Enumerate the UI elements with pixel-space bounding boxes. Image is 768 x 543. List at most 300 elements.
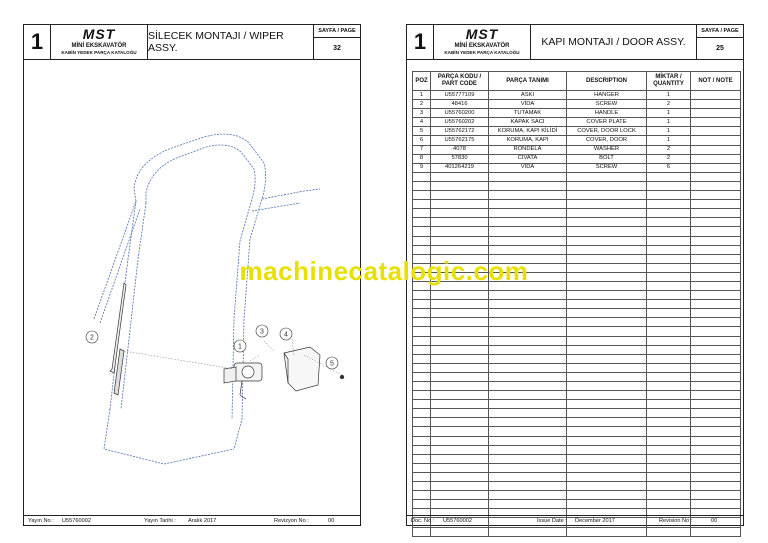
row-poz xyxy=(413,354,431,363)
brand-block xyxy=(434,25,531,59)
empty-table-row xyxy=(413,336,741,345)
row-quantity xyxy=(647,491,691,500)
row-quantity: 2 xyxy=(647,145,691,154)
page-title: KAPI MONTAJI / DOOR ASSY. xyxy=(531,25,697,59)
row-quantity xyxy=(647,318,691,327)
empty-table-row xyxy=(413,300,741,309)
footer-date-label: Yayın Tarihi : xyxy=(144,517,176,524)
row-part-name xyxy=(489,472,567,481)
row-part-code xyxy=(431,327,489,336)
empty-table-row xyxy=(413,209,741,218)
empty-table-row xyxy=(413,291,741,300)
row-part-name: TUTAMAK xyxy=(489,109,567,118)
empty-table-row xyxy=(413,500,741,509)
row-description: COVER PLATE xyxy=(567,118,647,127)
section-number: 1 xyxy=(24,25,51,59)
row-poz xyxy=(413,227,431,236)
row-note xyxy=(691,336,741,345)
empty-table-row xyxy=(413,418,741,427)
row-description xyxy=(567,336,647,345)
row-quantity xyxy=(647,391,691,400)
callout-5: 5 xyxy=(330,360,334,368)
row-part-name xyxy=(489,436,567,445)
row-description xyxy=(567,245,647,254)
col-quantity: MİKTAR / QUANTITY xyxy=(647,72,691,91)
row-part-name xyxy=(489,191,567,200)
row-description: WASHER xyxy=(567,145,647,154)
row-note xyxy=(691,91,741,100)
brand-line2: KABİN YEDEK PARÇA KATALOĞU xyxy=(444,50,520,55)
row-description xyxy=(567,372,647,381)
row-poz xyxy=(413,291,431,300)
row-part-code xyxy=(431,336,489,345)
row-part-code xyxy=(431,454,489,463)
row-poz xyxy=(413,436,431,445)
row-quantity xyxy=(647,218,691,227)
col-part-code: PARÇA KODU / PART CODE xyxy=(431,72,489,91)
row-note xyxy=(691,318,741,327)
footer-date-label: Issue Date : xyxy=(537,517,567,524)
empty-table-row xyxy=(413,218,741,227)
row-part-name xyxy=(489,382,567,391)
row-part-code: U55777109 xyxy=(431,91,489,100)
empty-table-row xyxy=(413,491,741,500)
table-row xyxy=(413,127,741,136)
page-title: SİLECEK MONTAJI / WIPER ASSY. xyxy=(148,25,314,59)
row-poz: 8 xyxy=(413,154,431,163)
page-header xyxy=(407,25,743,60)
row-note xyxy=(691,463,741,472)
col-description: DESCRIPTION xyxy=(567,72,647,91)
row-note xyxy=(691,400,741,409)
row-part-name: KORUMA, KAPI KİLİDİ xyxy=(489,127,567,136)
row-part-name xyxy=(489,236,567,245)
row-note xyxy=(691,136,741,145)
row-poz xyxy=(413,236,431,245)
row-poz xyxy=(413,391,431,400)
row-part-name xyxy=(489,300,567,309)
table-row xyxy=(413,109,741,118)
row-description xyxy=(567,209,647,218)
row-description xyxy=(567,463,647,472)
row-part-name xyxy=(489,218,567,227)
row-part-code: 401264219 xyxy=(431,163,489,172)
row-poz xyxy=(413,318,431,327)
row-note xyxy=(691,418,741,427)
row-part-code xyxy=(431,227,489,236)
row-description xyxy=(567,445,647,454)
row-poz xyxy=(413,463,431,472)
page-footer xyxy=(24,515,360,525)
row-part-code xyxy=(431,463,489,472)
row-part-code: 57830 xyxy=(431,154,489,163)
empty-table-row xyxy=(413,327,741,336)
row-quantity xyxy=(647,436,691,445)
row-poz xyxy=(413,454,431,463)
cab-door-edge xyxy=(262,189,320,199)
leader-line-2 xyxy=(124,351,234,369)
row-poz: 9 xyxy=(413,163,431,172)
row-note xyxy=(691,436,741,445)
row-part-code: 4078 xyxy=(431,145,489,154)
row-description xyxy=(567,300,647,309)
row-description: BOLT xyxy=(567,154,647,163)
row-quantity xyxy=(647,227,691,236)
row-quantity xyxy=(647,300,691,309)
row-description xyxy=(567,363,647,372)
empty-table-row xyxy=(413,463,741,472)
row-part-name xyxy=(489,327,567,336)
row-description xyxy=(567,409,647,418)
brand-line1: MİNİ EKSKAVATÖR xyxy=(71,43,127,49)
row-part-name xyxy=(489,372,567,381)
wiper-assembly-drawing xyxy=(74,119,364,469)
leader-line-5 xyxy=(264,341,274,351)
row-part-code xyxy=(431,181,489,190)
row-quantity xyxy=(647,500,691,509)
row-quantity xyxy=(647,181,691,190)
row-part-code xyxy=(431,436,489,445)
row-quantity xyxy=(647,382,691,391)
row-description xyxy=(567,172,647,181)
row-description xyxy=(567,318,647,327)
footer-rev-label: Revision No : xyxy=(659,517,693,524)
row-part-code xyxy=(431,491,489,500)
row-description xyxy=(567,472,647,481)
row-description: HANGER xyxy=(567,91,647,100)
row-description xyxy=(567,491,647,500)
row-quantity xyxy=(647,245,691,254)
footer-doc-value: U55760002 xyxy=(62,517,91,524)
col-note: NOT / NOTE xyxy=(691,72,741,91)
row-description xyxy=(567,191,647,200)
row-part-code xyxy=(431,372,489,381)
row-quantity xyxy=(647,309,691,318)
row-poz xyxy=(413,245,431,254)
row-part-name: KORUMA, KAPI xyxy=(489,136,567,145)
row-part-name xyxy=(489,227,567,236)
row-poz xyxy=(413,218,431,227)
row-description xyxy=(567,291,647,300)
row-poz xyxy=(413,191,431,200)
empty-table-row xyxy=(413,527,741,536)
row-note xyxy=(691,181,741,190)
row-description: COVER, DOOR LOCK xyxy=(567,127,647,136)
row-part-code xyxy=(431,445,489,454)
row-part-name: CIVATA xyxy=(489,154,567,163)
row-part-name xyxy=(489,527,567,536)
row-part-code xyxy=(431,382,489,391)
row-quantity xyxy=(647,454,691,463)
row-note xyxy=(691,491,741,500)
row-quantity: 2 xyxy=(647,100,691,109)
row-note xyxy=(691,154,741,163)
leader-line-1 xyxy=(250,355,260,361)
row-part-code: U55760202 xyxy=(431,118,489,127)
row-note xyxy=(691,445,741,454)
row-part-name xyxy=(489,482,567,491)
row-note xyxy=(691,145,741,154)
row-part-name xyxy=(489,336,567,345)
row-poz xyxy=(413,372,431,381)
row-poz xyxy=(413,172,431,181)
row-part-name xyxy=(489,400,567,409)
row-note xyxy=(691,300,741,309)
page-header xyxy=(24,25,360,60)
row-quantity xyxy=(647,172,691,181)
empty-table-row xyxy=(413,345,741,354)
row-note xyxy=(691,500,741,509)
table-row xyxy=(413,163,741,172)
row-poz xyxy=(413,382,431,391)
table-row xyxy=(413,136,741,145)
row-part-name xyxy=(489,491,567,500)
row-part-code: 48416 xyxy=(431,100,489,109)
wiper-blade xyxy=(110,283,126,373)
row-part-code xyxy=(431,218,489,227)
row-poz xyxy=(413,400,431,409)
row-part-name xyxy=(489,181,567,190)
row-description xyxy=(567,309,647,318)
row-description: COVER, DOOR xyxy=(567,136,647,145)
row-part-code: U55760200 xyxy=(431,109,489,118)
row-quantity xyxy=(647,372,691,381)
row-part-code xyxy=(431,200,489,209)
row-note xyxy=(691,454,741,463)
row-quantity xyxy=(647,463,691,472)
row-poz xyxy=(413,309,431,318)
empty-table-row xyxy=(413,354,741,363)
row-poz: 4 xyxy=(413,118,431,127)
row-note xyxy=(691,109,741,118)
fastener xyxy=(340,375,344,379)
brand-line1: MİNİ EKSKAVATÖR xyxy=(454,43,510,49)
row-poz xyxy=(413,345,431,354)
empty-table-row xyxy=(413,181,741,190)
wiper-motor-hub xyxy=(242,366,254,378)
row-part-code xyxy=(431,345,489,354)
row-quantity: 1 xyxy=(647,118,691,127)
row-note xyxy=(691,372,741,381)
footer-date-value: December 2017 xyxy=(575,517,615,524)
callout-1: 1 xyxy=(238,343,242,351)
motor-cover xyxy=(284,347,320,391)
row-part-name: VİDA xyxy=(489,100,567,109)
brand-logo: MST xyxy=(465,26,499,42)
row-quantity: 1 xyxy=(647,127,691,136)
empty-table-row xyxy=(413,236,741,245)
row-description xyxy=(567,454,647,463)
row-quantity xyxy=(647,427,691,436)
row-part-code xyxy=(431,245,489,254)
row-poz xyxy=(413,327,431,336)
row-quantity xyxy=(647,291,691,300)
row-part-name xyxy=(489,427,567,436)
section-number: 1 xyxy=(407,25,434,59)
row-description: SCREW xyxy=(567,163,647,172)
row-quantity xyxy=(647,191,691,200)
footer-doc-label: Yayın No : xyxy=(28,517,54,524)
row-note xyxy=(691,191,741,200)
row-description xyxy=(567,227,647,236)
row-part-code xyxy=(431,300,489,309)
row-part-code: U55762175 xyxy=(431,136,489,145)
empty-table-row xyxy=(413,409,741,418)
row-note xyxy=(691,409,741,418)
callout-3: 3 xyxy=(260,328,264,336)
row-part-name: RONDELA xyxy=(489,145,567,154)
row-note xyxy=(691,527,741,536)
row-part-name: ASKI xyxy=(489,91,567,100)
empty-table-row xyxy=(413,436,741,445)
row-part-name xyxy=(489,500,567,509)
row-part-name xyxy=(489,172,567,181)
row-part-code xyxy=(431,500,489,509)
empty-table-row xyxy=(413,400,741,409)
row-note xyxy=(691,209,741,218)
cab-post-left-inner xyxy=(121,203,146,409)
row-poz xyxy=(413,418,431,427)
row-poz: 1 xyxy=(413,91,431,100)
row-poz: 3 xyxy=(413,109,431,118)
table-row xyxy=(413,145,741,154)
parts-table xyxy=(412,71,741,537)
row-poz xyxy=(413,181,431,190)
row-note xyxy=(691,118,741,127)
empty-table-row xyxy=(413,372,741,381)
row-poz: 6 xyxy=(413,136,431,145)
row-note xyxy=(691,291,741,300)
row-note xyxy=(691,309,741,318)
empty-table-row xyxy=(413,382,741,391)
row-note xyxy=(691,227,741,236)
row-part-code: U55762172 xyxy=(431,127,489,136)
row-description xyxy=(567,181,647,190)
empty-table-row xyxy=(413,363,741,372)
row-part-name xyxy=(489,363,567,372)
row-part-name xyxy=(489,454,567,463)
row-quantity: 2 xyxy=(647,154,691,163)
row-quantity xyxy=(647,209,691,218)
page-number: 32 xyxy=(333,45,341,52)
row-description xyxy=(567,391,647,400)
empty-table-row xyxy=(413,445,741,454)
row-note xyxy=(691,245,741,254)
empty-table-row xyxy=(413,482,741,491)
empty-table-row xyxy=(413,391,741,400)
table-row xyxy=(413,154,741,163)
row-part-code xyxy=(431,309,489,318)
empty-table-row xyxy=(413,427,741,436)
row-poz xyxy=(413,336,431,345)
row-part-name xyxy=(489,291,567,300)
row-poz xyxy=(413,363,431,372)
empty-table-row xyxy=(413,172,741,181)
row-part-name xyxy=(489,418,567,427)
row-note xyxy=(691,391,741,400)
table-row xyxy=(413,118,741,127)
row-quantity xyxy=(647,363,691,372)
row-quantity xyxy=(647,400,691,409)
row-quantity xyxy=(647,445,691,454)
footer-doc-value: U55760002 xyxy=(443,517,472,524)
row-note xyxy=(691,200,741,209)
row-poz xyxy=(413,527,431,536)
row-note xyxy=(691,100,741,109)
empty-table-row xyxy=(413,191,741,200)
row-note xyxy=(691,482,741,491)
footer-doc-label: Doc. No : xyxy=(411,517,435,524)
row-part-name xyxy=(489,245,567,254)
callout-4: 4 xyxy=(284,331,288,339)
row-poz xyxy=(413,445,431,454)
row-quantity xyxy=(647,200,691,209)
row-description xyxy=(567,500,647,509)
page-label: SAYFA / PAGE xyxy=(314,25,360,38)
row-description xyxy=(567,236,647,245)
row-quantity: 1 xyxy=(647,109,691,118)
page-number: 25 xyxy=(716,45,724,52)
table-row xyxy=(413,91,741,100)
row-quantity xyxy=(647,354,691,363)
row-part-code xyxy=(431,291,489,300)
row-part-code xyxy=(431,482,489,491)
row-poz xyxy=(413,491,431,500)
row-description xyxy=(567,354,647,363)
row-part-name xyxy=(489,463,567,472)
row-part-name xyxy=(489,209,567,218)
footer-rev-value: 00 xyxy=(328,517,335,524)
row-quantity xyxy=(647,345,691,354)
footer-date-value: Aralık 2017 xyxy=(188,517,217,524)
row-quantity: 1 xyxy=(647,91,691,100)
empty-table-row xyxy=(413,309,741,318)
row-note xyxy=(691,345,741,354)
row-note xyxy=(691,236,741,245)
page-label: SAYFA / PAGE xyxy=(697,25,743,38)
row-description xyxy=(567,400,647,409)
brand-block xyxy=(51,25,148,59)
row-poz xyxy=(413,200,431,209)
row-part-code xyxy=(431,400,489,409)
row-quantity xyxy=(647,236,691,245)
row-note xyxy=(691,472,741,481)
row-part-name xyxy=(489,391,567,400)
row-note xyxy=(691,427,741,436)
row-quantity xyxy=(647,336,691,345)
row-part-name: VİDA xyxy=(489,163,567,172)
brand-logo: MST xyxy=(82,26,116,42)
parts-table-body xyxy=(413,91,741,537)
empty-table-row xyxy=(413,227,741,236)
row-quantity xyxy=(647,418,691,427)
row-part-name xyxy=(489,309,567,318)
empty-table-row xyxy=(413,200,741,209)
row-part-code xyxy=(431,209,489,218)
col-part-name: PARÇA TANIMI xyxy=(489,72,567,91)
row-quantity xyxy=(647,409,691,418)
row-poz xyxy=(413,300,431,309)
page-footer xyxy=(407,515,743,525)
row-part-code xyxy=(431,409,489,418)
cab-base xyxy=(104,409,234,464)
row-quantity xyxy=(647,527,691,536)
row-note xyxy=(691,163,741,172)
page-number-box xyxy=(697,25,743,59)
page-number-box xyxy=(314,25,360,59)
row-note xyxy=(691,327,741,336)
row-poz xyxy=(413,482,431,491)
